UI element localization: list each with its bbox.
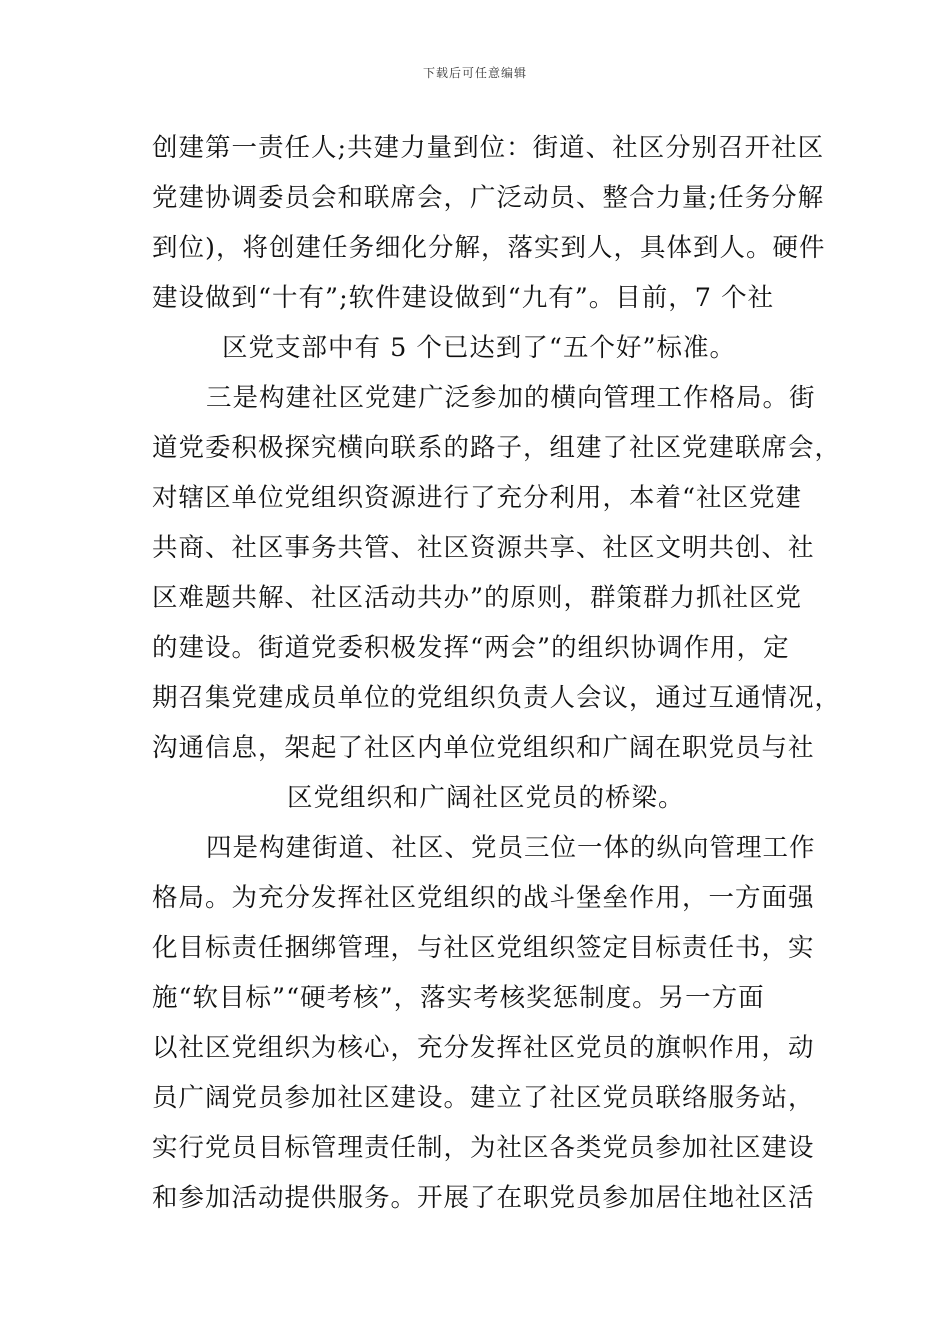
text-line: 区党支部中有 5 个已达到了“五个好”标准。 [222, 333, 737, 363]
text-line: 建设做到“十有”;软件建设做到“九有”。目前，7 个社 [152, 283, 775, 313]
text-line: 化目标责任捆绑管理，与社区党组织签定目标责任书，实 [152, 933, 815, 963]
text-line: 格局。为充分发挥社区党组织的战斗堡垒作用，一方面强 [152, 883, 815, 913]
text-line: 和参加活动提供服务。开展了在职党员参加居住地社区活 [152, 1183, 815, 1213]
text-line: 施“软目标”“硬考核”，落实考核奖惩制度。另一方面 [152, 983, 765, 1013]
text-line: 道党委积极探究横向联系的路子，组建了社区党建联席会， [152, 433, 842, 463]
text-line: 三是构建社区党建广泛参加的横向管理工作格局。街 [206, 383, 816, 413]
text-line: 区难题共解、社区活动共办”的原则，群策群力抓社区党 [152, 583, 803, 613]
text-line: 共商、社区事务共管、社区资源共享、社区文明共创、社 [152, 533, 815, 563]
text-line: 区党组织和广阔社区党员的桥梁。 [287, 783, 685, 813]
text-line: 的建设。街道党委积极发挥“两会”的组织协调作用，定 [152, 633, 790, 663]
text-line: 四是构建街道、社区、党员三位一体的纵向管理工作 [206, 833, 816, 863]
text-line: 对辖区单位党组织资源进行了充分利用，本着“社区党建 [152, 483, 803, 513]
text-line: 党建协调委员会和联席会，广泛动员、整合力量;任务分解 [152, 183, 825, 213]
text-line: 实行党员目标管理责任制，为社区各类党员参加社区建设 [152, 1133, 815, 1163]
page-header: 下载后可任意编辑 [422, 66, 527, 80]
text-line: 员广阔党员参加社区建设。建立了社区党员联络服务站， [152, 1083, 815, 1113]
text-line: 期召集党建成员单位的党组织负责人会议，通过互通情况， [152, 683, 842, 713]
text-line: 到位)，将创建任务细化分解，落实到人，具体到人。硬件 [152, 233, 826, 263]
text-line: 创建第一责任人;共建力量到位：街道、社区分别召开社区 [152, 133, 825, 163]
text-line: 沟通信息，架起了社区内单位党组织和广阔在职党员与社 [152, 733, 815, 763]
text-line: 以社区党组织为核心，充分发挥社区党员的旗帜作用，动 [152, 1033, 815, 1063]
